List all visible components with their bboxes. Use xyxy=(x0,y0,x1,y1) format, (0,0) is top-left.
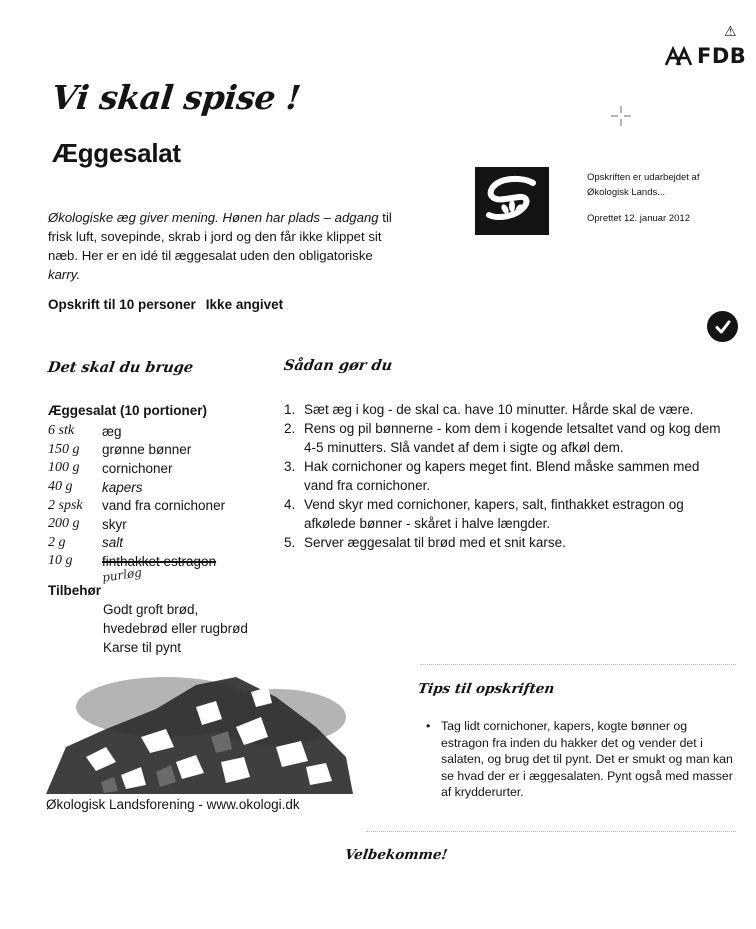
organic-state-logo xyxy=(475,167,549,235)
ingredient-name: grønne bønner xyxy=(102,442,192,458)
brand-name: FDB xyxy=(697,44,747,68)
ingredient-row xyxy=(48,459,268,478)
created-date: Oprettet 12. januar 2012 xyxy=(587,213,690,224)
fdb-logo xyxy=(664,44,746,68)
method-step xyxy=(284,457,724,495)
ingredient-name: salt xyxy=(102,535,124,551)
serving-line xyxy=(48,297,293,312)
ingredient-row xyxy=(48,478,268,497)
ingredient-group-title: Æggesalat (10 portioner) xyxy=(48,403,208,418)
ingredient-name: kapers xyxy=(102,479,143,495)
ingredient-row xyxy=(48,552,268,571)
ingredient-amount: 100 g xyxy=(48,460,80,476)
ingredient-amount: 150 g xyxy=(48,441,80,457)
dish-photo xyxy=(46,667,353,794)
fdb-emblem-icon xyxy=(664,45,694,67)
method-step xyxy=(284,400,724,419)
step-number: 4. xyxy=(284,497,296,512)
recipe-title: Æggesalat xyxy=(52,138,181,168)
ingredients-heading: Det skal du bruge xyxy=(46,359,195,376)
ingredient-name: cornichoner xyxy=(102,460,173,476)
footer-divider xyxy=(366,831,736,832)
method-heading: Sådan gør du xyxy=(282,357,394,374)
checkmark-icon xyxy=(707,311,738,342)
handwritten-header: Vi skal spise ! xyxy=(49,78,303,117)
side-item: hvedebrød eller rugbrød xyxy=(103,621,248,636)
serving-count: Opskrift til 10 personer xyxy=(48,297,196,312)
step-text: Rens og pil bønnerne - kom dem i kogende letsaltet vand og kog dem 4-5 minutters. Slå vandet af dem i sigte og afkøl dem. xyxy=(304,421,721,455)
ingredient-amount: 40 g xyxy=(48,479,73,495)
step-text: Vend skyr med cornichoner, kapers, salt, finthakket estragon og afkølede bønner - skåret i halve længder. xyxy=(304,497,684,531)
intro-italic-end: karry. xyxy=(48,267,80,282)
step-number: 2. xyxy=(284,421,296,436)
sides-title: Tilbehør xyxy=(48,583,102,598)
method-step xyxy=(284,495,724,533)
step-text: Sæt æg i kog - de skal ca. have 10 minutter. Hårde skal de være. xyxy=(304,402,694,417)
step-text: Server æggesalat til brød med et snit karse. xyxy=(304,535,566,550)
ingredient-amount: 2 spsk xyxy=(48,497,83,513)
ingredient-name: vand fra cornichoner xyxy=(102,498,226,514)
tips-heading: Tips til opskriften xyxy=(416,681,556,697)
organic-leaf-icon xyxy=(483,175,541,227)
method-step xyxy=(284,533,724,552)
handwritten-note: purløg xyxy=(101,565,143,585)
ingredient-row xyxy=(48,515,268,534)
ingredient-amount: 6 stk xyxy=(48,423,75,439)
tip-item xyxy=(426,718,736,801)
step-number: 1. xyxy=(284,402,296,417)
ingredient-amount: 10 g xyxy=(48,553,73,569)
method-list xyxy=(284,400,724,552)
recipe-intro xyxy=(48,208,408,284)
tip-text: Tag lidt cornichoner, kapers, kogte bønner og estragon fra inden du hakker det og vender det i salaten, og brug det til pynt. Det er smukt og man kan se hvad der er i æggesalaten. Pynt også med masser af krydderurter. xyxy=(441,719,733,800)
step-text: Hak cornichoner og kapers meget fint. Blend måske sammen med vand fra cornichoner. xyxy=(304,459,700,493)
intro-text: til frisk luft, sovepinde, skrab i jord og den får ikke klippet sit næb. Her er en idé til æggesalat uden den obligatoriske xyxy=(48,210,392,263)
warning-icon: ⚠ xyxy=(724,23,737,39)
intro-italic: Økologiske æg giver mening. Hønen har plads – adgang xyxy=(48,210,379,225)
ingredient-amount: 2 g xyxy=(48,534,66,550)
step-number: 5. xyxy=(284,535,296,550)
serving-note: Ikke angivet xyxy=(205,297,284,312)
ingredient-amount: 200 g xyxy=(48,516,80,532)
step-number: 3. xyxy=(284,459,296,474)
ingredient-name-struck: finthakket estragon xyxy=(102,553,217,569)
sides-list xyxy=(103,600,248,657)
method-step xyxy=(284,419,724,457)
tips-list xyxy=(426,718,736,801)
bullet-icon: • xyxy=(426,719,431,733)
side-item: Karse til pynt xyxy=(103,640,182,655)
ingredient-row xyxy=(48,496,268,515)
ingredient-name: skyr xyxy=(102,516,127,532)
side-item: Godt groft brød, xyxy=(103,602,199,617)
ingredient-name: æg xyxy=(102,423,122,439)
ingredient-row xyxy=(48,441,268,460)
ingredient-row xyxy=(48,422,268,441)
tips-top-divider xyxy=(420,664,736,665)
closing-greeting: Velbekomme! xyxy=(343,847,449,863)
organization-credit: Økologisk Landsforening - www.okologi.dk xyxy=(46,797,300,812)
ingredient-list xyxy=(48,422,268,571)
crosshair-icon xyxy=(610,105,632,127)
ingredient-row xyxy=(48,534,268,553)
prepared-by: Opskriften er udarbejdet af Økologisk Lands... xyxy=(587,172,700,198)
